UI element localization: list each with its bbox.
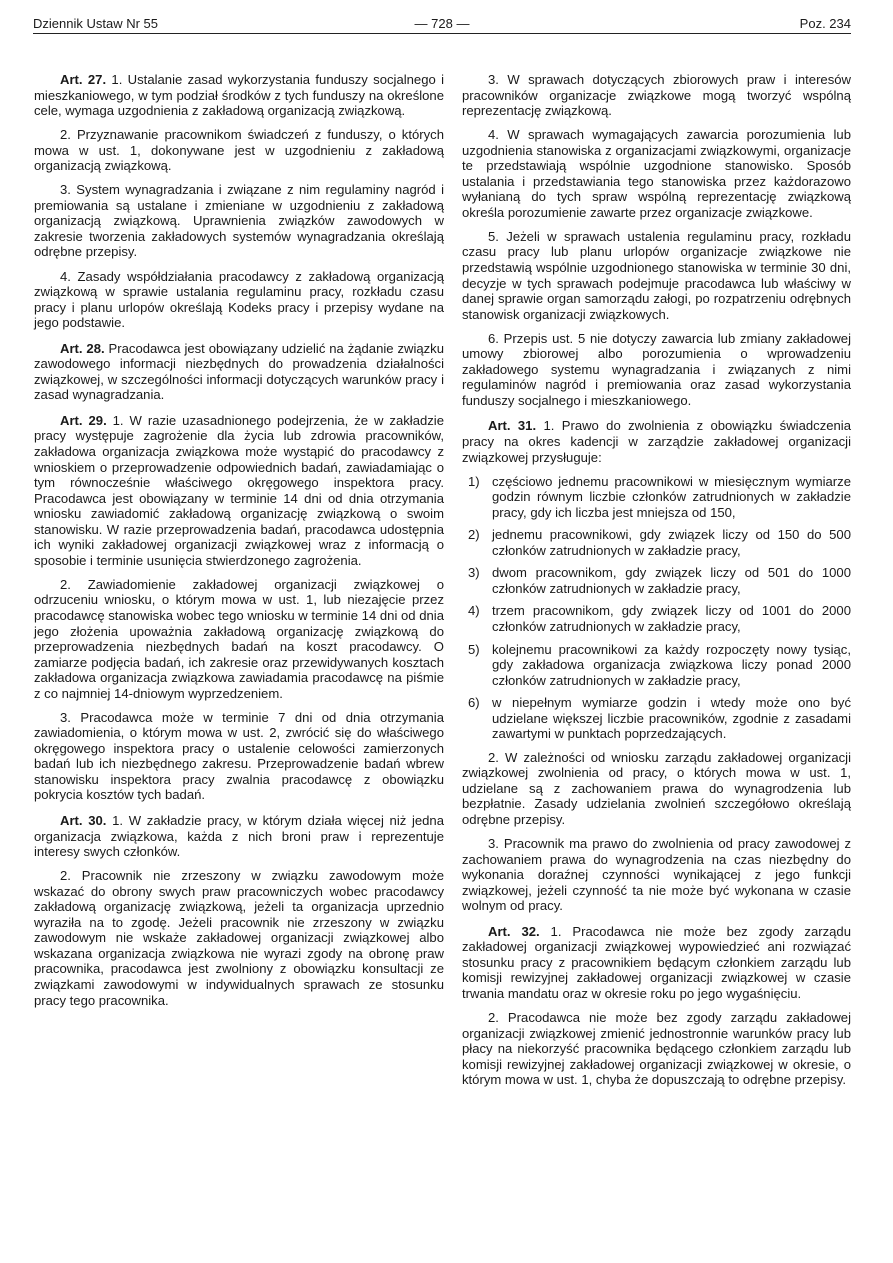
art32-para2: 2. Pracodawca nie może bez zgody zarządu zakładowej organizacji związkowej zmienić jednostronnie warunków pracy lub płacy na niekorzyść pracownika będącego członkiem zarządu lub komisji rewizyjnej zakładowej organizacji związkowej w okresie, o którym mowa w ust. 1, chyba że dopuszczają to odrębne przepisy. bbox=[462, 1009, 851, 1088]
left-column bbox=[34, 44, 444, 1017]
list-item: 5) kolejnemu pracownikowi za każdy rozpoczęty nowy tysiąc, gdy zakładowa organizacja związkowa liczy ponad 2000 członków zatrudnionych w zakładzie pracy, bbox=[468, 641, 851, 688]
art31-para1: Art. 31. 1. Prawo do zwolnienia z obowiązku świadczenia pracy na okres kadencji w zarządzie zakładowej organizacji związkowej przysługuje: bbox=[462, 418, 852, 465]
page-header bbox=[33, 16, 851, 32]
list-item: 6) w niepełnym wymiarze godzin i wtedy może ono być udzielane większej liczbie pracowników, zgodnie z zasadami zawartymi w punktach poprzedzających. bbox=[468, 695, 851, 742]
art29-para1: Art. 29. 1. W razie uzasadnionego podejrzenia, że w zakładzie pracy występuje zagrożenie dla życia lub zdrowia pracowników, zakładowa organizacja związkowa może wystąpić do pracodawcy z wnioskiem o przeprowadzenie odpowiednich badań, zawiadamiając o tym równocześnie właściwego okręgowego inspektora pracy. Pracodawca jest obowiązany w terminie 14 dni od dnia otrzymania wniosku zawiadomić zakładową organizację związkową o swoim stanowisku. W razie przeprowadzenia badań, pracodawca udostępnia ich wyniki zakładowej organizacji związkowej wraz z informacją o sposobie i terminie usunięcia stwierdzonego zagrożenia. bbox=[34, 412, 444, 568]
art30-para4: 4. W sprawach wymagających zawarcia porozumienia lub uzgodnienia stanowiska z organizacjami związkowymi, organizacje te przedstawiają wspólnie uzgodnione stanowisko. Sposób ustalania i przedstawiania tego stanowiska przez każdorazowo wyłanianą do tych spraw wspólną reprezentację związkową określa porozumienie zawarte przez organizacje związkowe. bbox=[462, 127, 851, 220]
art29-para3: 3. Pracodawca może w terminie 7 dni od dnia otrzymania zawiadomienia, o którym mowa w ust. 2, zwrócić się do właściwego okręgowego inspektora pracy o ustalenie celowości zamierzonych badań lub ich niezbędnego zakresu. Przeprowadzenie badań wbrew stanowisku inspektora pracy zwalnia pracodawcę z obowiązku pokrycia kosztów tych badań. bbox=[34, 709, 444, 803]
art31-list bbox=[462, 474, 851, 742]
art31-label: Art. 31. bbox=[488, 418, 537, 434]
position-number: Poz. 234 bbox=[799, 16, 851, 31]
right-column bbox=[462, 44, 851, 1096]
art30-para6: 6. Przepis ust. 5 nie dotyczy zawarcia lub zmiany zakładowej umowy zbiorowej albo porozumienia o wprowadzeniu zakładowego systemu wynagradzania i związanych z nimi regulaminów nagród i premiowania oraz zasad wykorzystania funduszy socjalnego i mieszkaniowego. bbox=[462, 330, 851, 408]
art31-para2: 2. W zależności od wniosku zarządu zakładowej organizacji związkowej zwolnienia od pracy, o których mowa w ust. 1, udzielane są z zachowaniem prawa do wynagrodzenia lub bezpłatnie. Zasady udzielania zwolnień szczegółowo określają odrębne przepisy. bbox=[462, 749, 851, 827]
art32-para1: Art. 32. 1. Pracodawca nie może bez zgody zarządu zakładowej organizacji związkowej wypowiedzieć ani rozwiązać stosunku pracy z pracownikiem będącym członkiem zarządu lub komisji rewizyjnej zakładowej organizacji związkowej w czasie trwania mandatu oraz w okresie roku po jego wygaśnięciu. bbox=[462, 923, 851, 1001]
art27-para2: 2. Przyznawanie pracownikom świadczeń z funduszy, o których mowa w ust. 1, dokonywane jest w uzgodnieniu z zakładową organizacją związkową. bbox=[34, 127, 444, 174]
art28-label: Art. 28. bbox=[60, 340, 105, 356]
art27-para3: 3. System wynagradzania i związane z nim regulaminy nagród i premiowania są ustalane i zmieniane w uzgodnieniu z zakładową organizacją związkową. Uprawnienia związków zawodowych w zakresie tworzenia zakładowych systemów wynagradzania określają odrębne przepisy. bbox=[34, 182, 444, 260]
art30-para1: Art. 30. 1. W zakładzie pracy, w którym działa więcej niż jedna organizacja związkowa, każda z nich broni praw i reprezentuje interesy swych członków. bbox=[34, 813, 445, 860]
header-rule bbox=[33, 33, 851, 34]
art30-label: Art. 30. bbox=[60, 813, 107, 829]
page-number: — 728 — bbox=[414, 16, 470, 31]
list-item: 1) częściowo jednemu pracownikowi w miesięcznym wymiarze godzin równym liczbie członków zatrudnionych w zakładzie pracy, gdy ich liczba jest mniejsza od 150, bbox=[468, 473, 851, 520]
art30-para2: 2. Pracownik nie zrzeszony w związku zawodowym może wskazać do obrony swych praw pracowniczych wobec pracodawcy zakładową organizację związkową, jeżeli ta organizacja uprzednio wyraziła na to zgodę. Jeżeli pracownik nie zrzeszony w związku zawodowym nie wskaże zakładowej organizacji związkowej albo wskazana organizacja związkowa nie wyrazi zgody na obronę praw pracownika, pracodawca jest zwolniony z obowiązku konsultacji ze związkami zawodowymi w indywidualnych sprawach ze stosunku pracy tego pracownika. bbox=[34, 868, 444, 1008]
art27-label: Art. 27. bbox=[60, 72, 107, 87]
art27-para1: Art. 27. 1. Ustalanie zasad wykorzystania funduszy socjalnego i mieszkaniowego, w tym podział środków z tych funduszy na określone cele, wymaga uzgodnienia z zakładową organizacją związkową. bbox=[34, 72, 445, 119]
art29-para2: 2. Zawiadomienie zakładowej organizacji związkowej o odrzuceniu wniosku, o którym mowa w ust. 1, lub niezajęcie przez pracodawcę stanowiska wobec tego wniosku w terminie 14 dni od dnia jego złożenia upoważnia zakładową organizację związkową do przeprowadzenia niezbędnych badań na koszt pracodawcy. O zamiarze podjęcia badań, ich zakresie oraz przewidywanych kosztach zakładowa organizacja związkowa zawiadamia pracodawcę na piśmie z co najmniej 14-dniowym wyprzedzeniem. bbox=[34, 576, 444, 701]
art29-label: Art. 29. bbox=[60, 412, 107, 428]
art30-para5: 5. Jeżeli w sprawach ustalenia regulaminu pracy, rozkładu czasu pracy lub planu urlopów organizacje związkowe nie przedstawią wspólnie uzgodnionego stanowiska w terminie 30 dni, decyzje w tych sprawach podejmuje pracodawca lub właściwy w danej sprawie organ samorządu załogi, po rozpatrzeniu odrębnych stanowisk organizacji związkowych. bbox=[462, 228, 851, 322]
art28-para1: Art. 28. Pracodawca jest obowiązany udzielić na żądanie związku zawodowego informacji niezbędnych do prowadzenia działalności związkowej, w szczególności informacji dotyczących warunków pracy i zasad wynagradzania. bbox=[34, 340, 445, 403]
journal-title: Dziennik Ustaw Nr 55 bbox=[33, 16, 158, 31]
art32-label: Art. 32. bbox=[488, 923, 540, 939]
art30-para3: 3. W sprawach dotyczących zbiorowych praw i interesów pracowników organizacje związkowe mogą tworzyć wspólną reprezentację związkową. bbox=[462, 72, 851, 119]
list-item: 3) dwom pracownikom, gdy związek liczy od 501 do 1000 członków zatrudnionych w zakładzie pracy, bbox=[468, 565, 851, 596]
art31-para3: 3. Pracownik ma prawo do zwolnienia od pracy zawodowej z zachowaniem prawa do wynagrodzenia na czas niezbędny do wykonania doraźnej czynności wynikającej z jego funkcji związkowej, jeżeli czynność ta nie może być wykonana w czasie wolnym od pracy. bbox=[462, 836, 851, 914]
list-item: 2) jednemu pracownikowi, gdy związek liczy od 150 do 500 członków zatrudnionych w zakładzie pracy, bbox=[468, 527, 851, 558]
art27-para4: 4. Zasady współdziałania pracodawcy z zakładową organizacją związkową w sprawie ustalania regulaminu pracy, rozkładu czasu pracy i planu urlopów określają Kodeks pracy i przepisy wydane na jego podstawie. bbox=[34, 268, 444, 331]
list-item: 4) trzem pracownikom, gdy związek liczy od 1001 do 2000 członków zatrudnionych w zakładzie pracy, bbox=[468, 603, 851, 634]
